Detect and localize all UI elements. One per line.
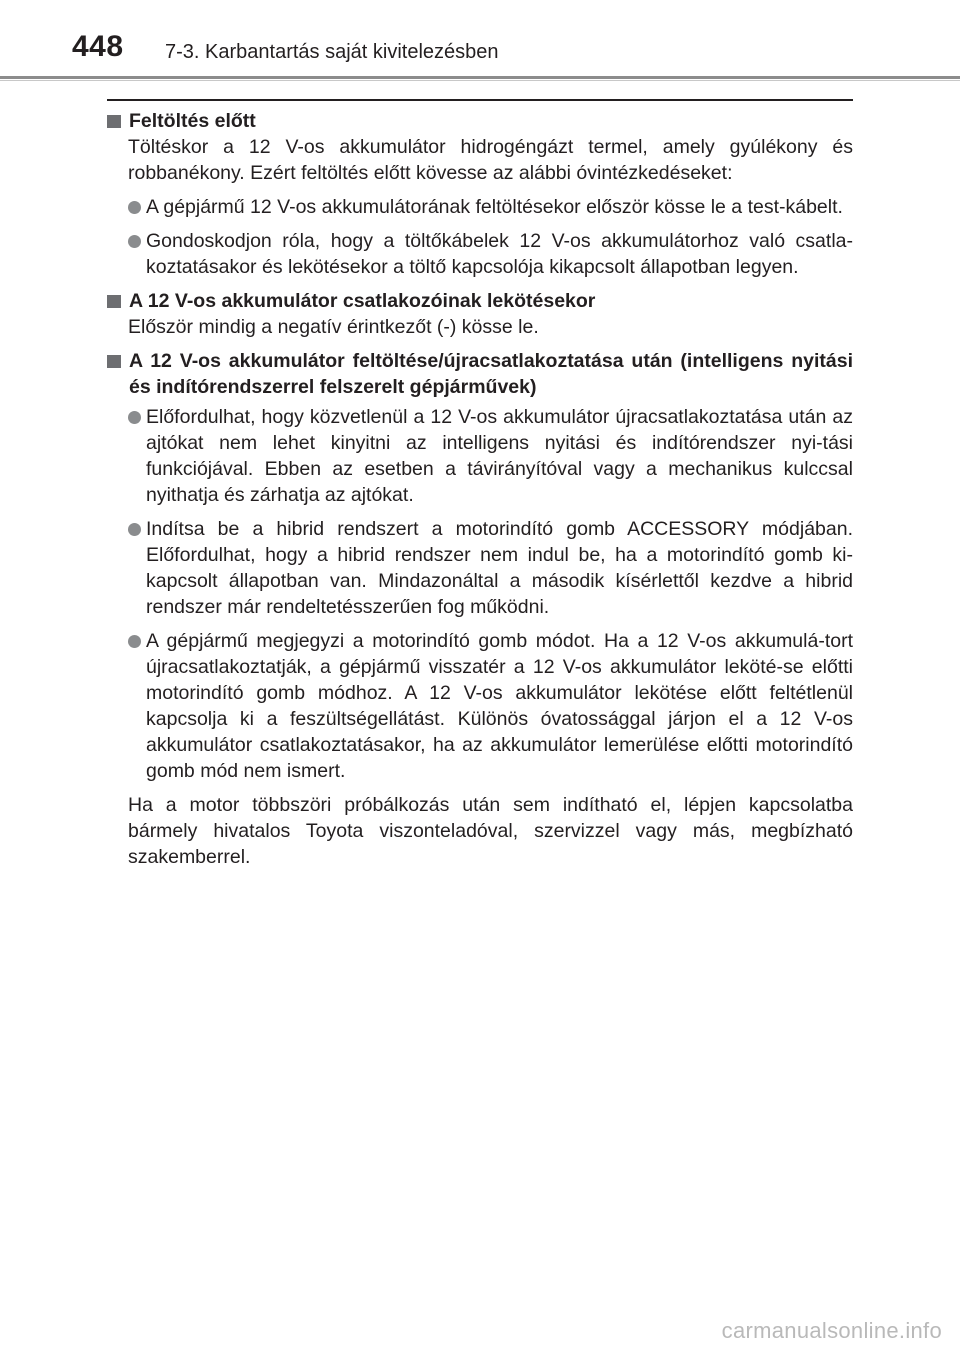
list-item <box>128 516 853 620</box>
round-bullet-icon <box>128 201 141 214</box>
section-heading <box>107 108 853 134</box>
page-header <box>0 0 960 84</box>
list-item-text: Gondoskodjon róla, hogy a töltőkábelek 12 V-os akkumulátorhoz való csatla-koztatásakor és lekötésekor a töltő kapcsolója kikapcsolt állapotban legyen. <box>146 230 853 278</box>
list-item-text: A gépjármű megjegyzi a motorindító gomb módot. Ha a 12 V-os akkumulá-tort újracsatlakoztatják, a gépjármű visszatér a 12 V-os akkumulátor leköté-se előtti motorindító gomb módhoz. A 12 V-os akkumulátor lekötése előtt feltétlenül kapcsolja ki a feszültségellátást. Különös óvatossággal járjon el a 12 V-os akkumulátor csatlakoztatásakor, ha az akkumulátor lemerülése előtti motorindító gomb mód nem ismert. <box>146 630 853 782</box>
section-title: A 12 V-os akkumulátor feltöltése/újracsatlakoztatása után (intelligens nyitási és indítórendszerrel felszerelt gépjárművek) <box>129 350 853 398</box>
content-top-rule <box>107 99 853 101</box>
square-bullet-icon <box>107 355 121 368</box>
square-bullet-icon <box>107 115 121 128</box>
header-divider-thin <box>0 80 960 81</box>
chapter-title: 7-3. Karbantartás saját kivitelezésben <box>165 41 499 63</box>
round-bullet-icon <box>128 235 141 248</box>
section-title: Feltöltés előtt <box>129 110 256 132</box>
round-bullet-icon <box>128 411 141 424</box>
section-heading <box>107 288 853 314</box>
main-content <box>107 106 853 878</box>
watermark: carmanualsonline.info <box>721 1318 942 1343</box>
round-bullet-icon <box>128 635 141 648</box>
list-item-text: Előfordulhat, hogy közvetlenül a 12 V-os akkumulátor újracsatlakoztatása után az ajtókat nem lehet kinyitni az intelligens nyitási és indítórendszer nyi-tási funkciójával. Ebben az esetben a távirányítóval vagy a mechanikus kulccsal nyithatja és zárhatja az ajtókat. <box>146 406 853 506</box>
section-paragraph: Ha a motor többszöri próbálkozás után sem indítható el, lépjen kapcsolatba bármely hivatalos Toyota viszonteladóval, szervizzel vagy más, megbízható szakemberrel. <box>128 794 853 868</box>
list-item <box>128 228 853 280</box>
list-item-text: Indítsa be a hibrid rendszert a motorindító gomb ACCESSORY módjában. Előfordulhat, hogy a hibrid rendszer nem indul be, ha a motorindító gomb ki-kapcsolt állapotban van. Mindazonáltal a második kísérlettől kezdve a hibrid rendszer már rendeltetésszerűen fog működni. <box>146 518 853 618</box>
page-number: 448 <box>72 30 124 63</box>
list-item <box>128 194 853 220</box>
section-heading <box>107 348 853 400</box>
round-bullet-icon <box>128 523 141 536</box>
section-title: A 12 V-os akkumulátor csatlakozóinak lekötésekor <box>129 290 596 312</box>
list-item <box>128 404 853 508</box>
square-bullet-icon <box>107 295 121 308</box>
section-paragraph: Először mindig a negatív érintkezőt (-) kösse le. <box>128 316 539 338</box>
list-item <box>128 628 853 784</box>
header-divider <box>0 76 960 79</box>
section-paragraph: Töltéskor a 12 V-os akkumulátor hidrogéngázt termel, amely gyúlékony és robbanékony. Ezért feltöltés előtt kövesse az alábbi óvintézkedéseket: <box>128 136 853 184</box>
list-item-text: A gépjármű 12 V-os akkumulátorának feltöltésekor először kösse le a test-kábelt. <box>146 196 843 218</box>
